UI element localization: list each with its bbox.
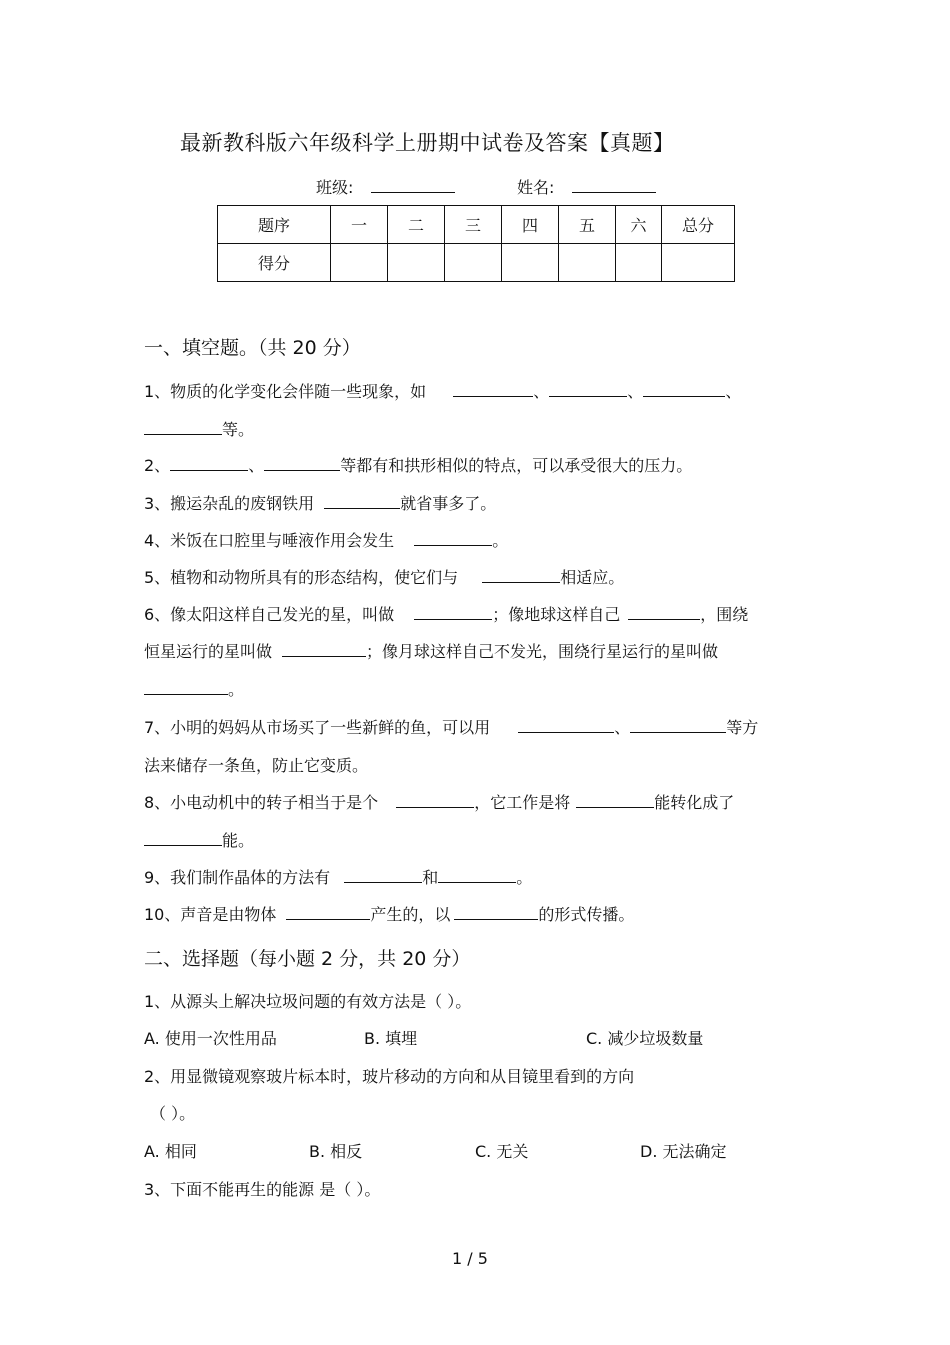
question-text: 10、声音是由物体: [144, 905, 277, 924]
question-7-line2: 法来储存一条鱼，防止它变质。: [144, 756, 369, 775]
question-5: [144, 565, 624, 588]
name-blank[interactable]: [572, 178, 656, 193]
answer-blank[interactable]: [282, 642, 366, 657]
choice-option-c[interactable]: C. 无关: [475, 1142, 529, 1161]
question-text: 5、植物和动物所具有的形态结构，使它们与: [144, 568, 459, 587]
section2-heading: 二、选择题（每小题 2 分，共 20 分）: [144, 948, 471, 970]
class-label: 班级:: [316, 178, 354, 197]
answer-blank[interactable]: [144, 831, 222, 846]
question-text: 4、米饭在口腔里与唾液作用会发生: [144, 531, 395, 550]
choice-option-c[interactable]: C. 减少垃圾数量: [586, 1029, 704, 1048]
answer-blank[interactable]: [482, 568, 560, 583]
answer-blank[interactable]: [518, 718, 614, 733]
answer-blank[interactable]: [324, 494, 400, 509]
answer-blank[interactable]: [438, 868, 516, 883]
score-row-label: 得分: [218, 244, 331, 282]
score-cell[interactable]: [559, 244, 616, 282]
score-cell[interactable]: [616, 244, 662, 282]
answer-blank[interactable]: [344, 868, 422, 883]
answer-blank[interactable]: [396, 793, 474, 808]
score-cell[interactable]: [662, 244, 735, 282]
score-header-cell: 总分: [662, 206, 735, 244]
question-text: 。: [516, 868, 533, 887]
answer-blank[interactable]: [453, 382, 533, 397]
question-6-line2: [144, 639, 718, 662]
question-3: [144, 491, 496, 514]
question-text: 等都有和拱形相似的特点，可以承受很大的压力。: [340, 456, 693, 475]
score-table-score-row: [218, 244, 735, 282]
question-6-line3: [144, 677, 244, 700]
section1-heading: 一、填空题。（共 20 分）: [144, 337, 361, 359]
answer-blank[interactable]: [549, 382, 627, 397]
question-text: ，围绕: [700, 605, 749, 624]
score-header-cell: 四: [502, 206, 559, 244]
answer-blank[interactable]: [264, 456, 340, 471]
question-text: ；像月球这样自己不发光，围绕行星运行的星叫做: [366, 642, 719, 661]
separator: 、: [248, 456, 265, 475]
page-title: 最新教科版六年级科学上册期中试卷及答案【真题】: [180, 131, 675, 155]
question-text: ；像地球这样自己: [492, 605, 621, 624]
class-blank[interactable]: [371, 178, 455, 193]
answer-blank[interactable]: [643, 382, 725, 397]
choice-option-d[interactable]: D. 无法确定: [640, 1142, 727, 1161]
question-text: 能。: [222, 831, 255, 850]
answer-blank[interactable]: [576, 793, 654, 808]
separator: 、: [533, 382, 550, 401]
question-text: ，它工作是将: [474, 793, 571, 812]
question-text: 3、搬运杂乱的废钢铁用: [144, 494, 315, 513]
separator: 、: [627, 382, 644, 401]
question-text: 恒星运行的星叫做: [144, 642, 273, 661]
question-6-line1: [144, 602, 748, 625]
choice-question-3: 3、下面不能再生的能源 是（ ）。: [144, 1180, 381, 1199]
question-text: 6、像太阳这样自己发光的星，叫做: [144, 605, 395, 624]
choice-question-1: 1、从源头上解决垃圾问题的有效方法是（ ）。: [144, 992, 472, 1011]
score-header-cell: 二: [388, 206, 445, 244]
answer-blank[interactable]: [170, 456, 248, 471]
question-text: 能转化成了: [654, 793, 735, 812]
page-number: 1 / 5: [452, 1249, 488, 1268]
answer-blank[interactable]: [144, 680, 228, 695]
answer-blank[interactable]: [630, 718, 726, 733]
answer-blank[interactable]: [628, 605, 700, 620]
question-4: [144, 528, 508, 551]
score-header-cell: 六: [616, 206, 662, 244]
question-9: [144, 865, 532, 888]
question-text: 2、: [144, 456, 171, 475]
question-text: 9、我们制作晶体的方法有: [144, 868, 331, 887]
question-text: 。: [228, 680, 245, 699]
question-1-line1: [144, 379, 741, 402]
choice-option-a[interactable]: A. 相同: [144, 1142, 197, 1161]
question-text: 等方: [726, 718, 759, 737]
separator: 、: [614, 718, 631, 737]
question-8-line2: [144, 828, 254, 851]
name-label: 姓名:: [517, 178, 555, 197]
answer-blank[interactable]: [286, 905, 370, 920]
score-header-cell: 三: [445, 206, 502, 244]
question-text: 。: [492, 531, 509, 550]
choice-option-b[interactable]: B. 填埋: [364, 1029, 418, 1048]
question-text: 7、小明的妈妈从市场买了一些新鲜的鱼，可以用: [144, 718, 491, 737]
score-cell[interactable]: [388, 244, 445, 282]
question-2: [144, 453, 692, 476]
question-text: 的形式传播。: [538, 905, 635, 924]
choice-option-b[interactable]: B. 相反: [309, 1142, 363, 1161]
question-7-line1: [144, 715, 758, 738]
answer-blank[interactable]: [144, 420, 222, 435]
answer-blank[interactable]: [454, 905, 538, 920]
score-cell[interactable]: [445, 244, 502, 282]
score-table: [217, 205, 735, 282]
question-text: 相适应。: [560, 568, 625, 587]
question-text: 8、小电动机中的转子相当于是个: [144, 793, 379, 812]
class-field: [316, 175, 455, 198]
question-1-line2: [144, 417, 254, 440]
question-10: [144, 902, 634, 925]
question-8-line1: [144, 790, 734, 813]
score-header-cell: 一: [331, 206, 388, 244]
choice-question-2-line1: 2、用显微镜观察玻片标本时，玻片移动的方向和从目镜里看到的方向: [144, 1067, 635, 1086]
choice-question-2-line2: （ ）。: [150, 1104, 196, 1123]
separator: 、: [725, 382, 742, 401]
answer-blank[interactable]: [414, 605, 492, 620]
question-text: 等。: [222, 420, 255, 439]
question-text: 产生的，以: [370, 905, 451, 924]
score-cell[interactable]: [502, 244, 559, 282]
score-header-cell: 五: [559, 206, 616, 244]
score-cell[interactable]: [331, 244, 388, 282]
score-header-cell: 题序: [218, 206, 331, 244]
name-field: [517, 175, 656, 198]
question-text: 就省事多了。: [400, 494, 497, 513]
question-text: 和: [422, 868, 439, 887]
score-table-header-row: [218, 206, 735, 244]
answer-blank[interactable]: [414, 531, 492, 546]
choice-option-a[interactable]: A. 使用一次性用品: [144, 1029, 277, 1048]
question-text: 1、物质的化学变化会伴随一些现象，如: [144, 382, 427, 401]
